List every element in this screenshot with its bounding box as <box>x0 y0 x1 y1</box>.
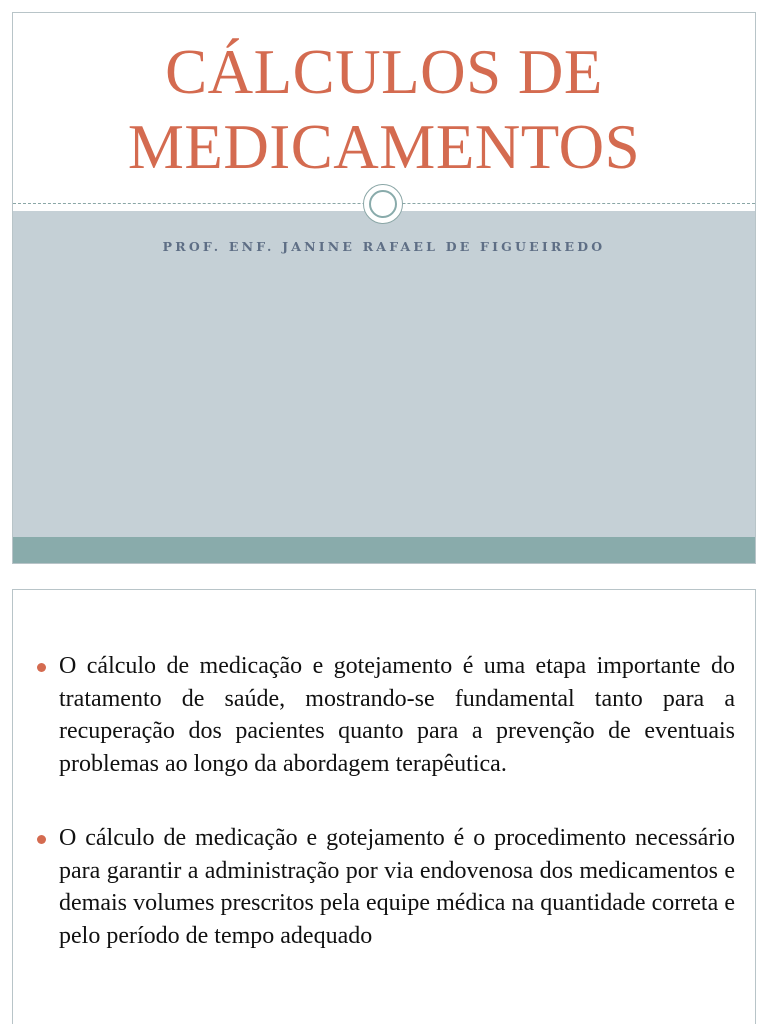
bullet-text: O cálculo de medicação e gotejamento é uma etapa importante do tratamento de saúde, mostrando-se fundamental tanto para a recuperação dos pacientes quanto para a prevenção de eventuais problemas ao longo da abordagem terapêutica. <box>59 653 735 777</box>
slide-title <box>13 35 755 185</box>
content-slide <box>12 589 756 1024</box>
bullet-item <box>35 822 735 952</box>
bullet-item <box>35 650 735 780</box>
bullet-list <box>35 650 735 994</box>
title-line-2: MEDICAMENTOS <box>127 112 641 182</box>
bullet-dot-icon <box>37 835 46 844</box>
bottom-accent-band <box>13 537 755 563</box>
bullet-dot-icon <box>37 663 46 672</box>
title-slide <box>12 12 756 564</box>
bullet-text: O cálculo de medicação e gotejamento é o procedimento necessário para garantir a administração por via endovenosa dos medicamentos e demais volumes prescritos pela equipe médica na quantidade correta e pelo período de tempo adequado <box>59 825 735 949</box>
title-area <box>13 13 755 207</box>
circle-ornament-icon <box>363 184 403 224</box>
circle-ornament-inner <box>369 190 397 218</box>
title-line-1: CÁLCULOS DE <box>165 37 603 107</box>
subtitle-band <box>13 211 755 537</box>
author-subtitle: PROF. ENF. JANINE RAFAEL DE FIGUEIREDO <box>162 239 606 254</box>
